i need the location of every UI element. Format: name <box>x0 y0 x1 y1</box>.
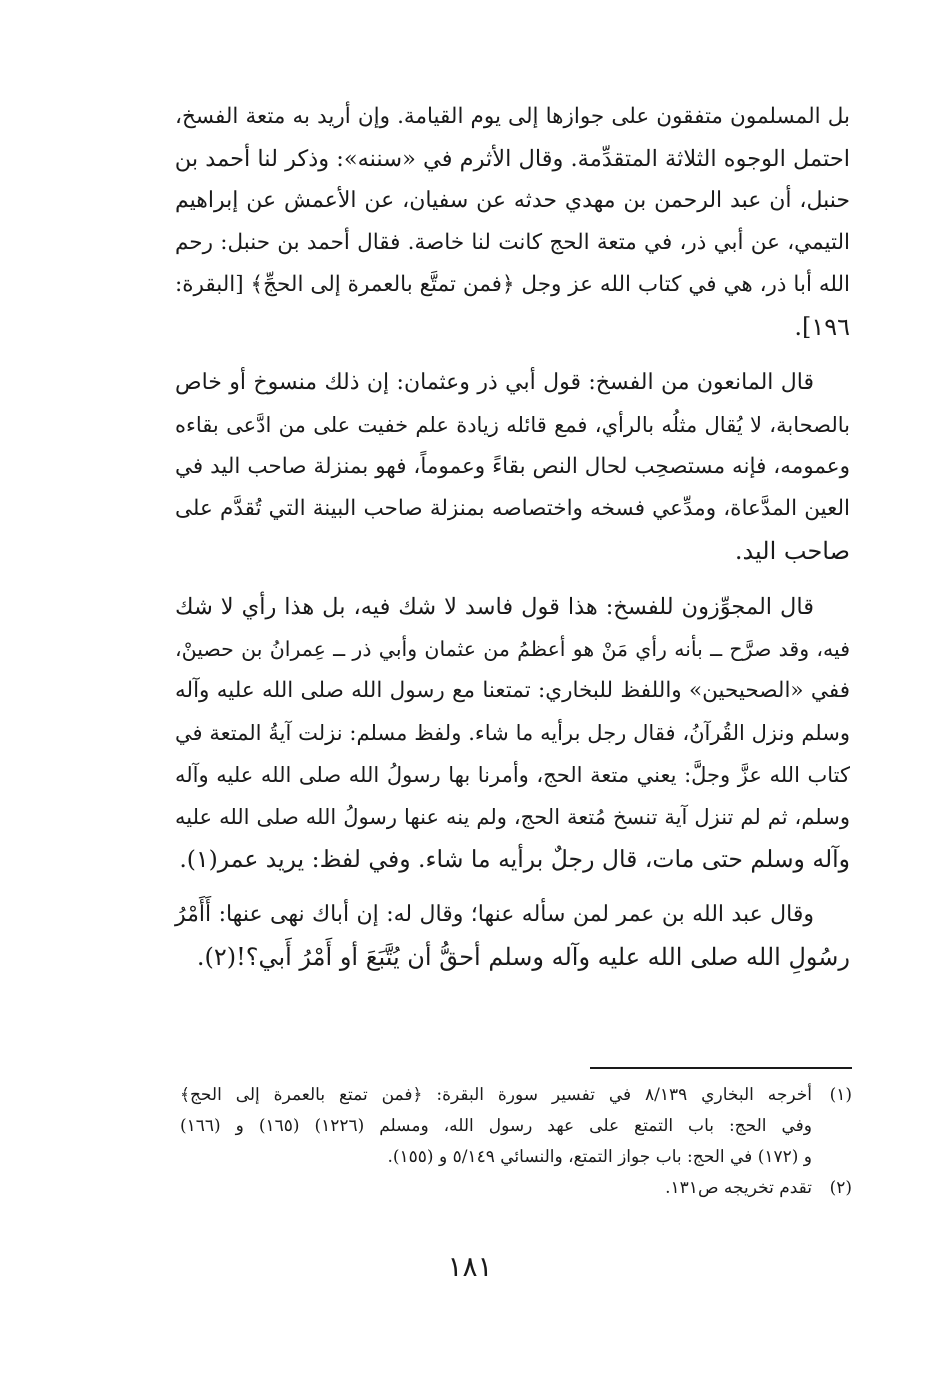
text-line: وسلم ونزل القُرآنُ، فقال رجل برأيه ما شاء. ولفظ مسلم: نزلت آيةُ المتعة في <box>175 721 850 745</box>
text-line: الله أبا ذر، هي في كتاب الله عز وجل ﴿فمن تمتَّع بالعمرة إلى الحجِّ﴾ [البقرة: <box>175 272 850 297</box>
text-line: وعمومه، فإنه مستصحِب لحال النص بقاءً وعموماً، فهو بمنزلة صاحب اليد في <box>175 454 850 479</box>
text-line: قال المانعون من الفسخ: قول أبي ذر وعثمان: إن ذلك منسوخ أو خاص <box>175 370 814 395</box>
footnote-line: تقدم تخريجه ص١٣١. <box>665 1178 812 1198</box>
text-line: ١٩٦]. <box>794 313 850 341</box>
footnote-2 <box>180 1173 852 1204</box>
text-line: وآله وسلم حتى مات، قال رجلٌ برأيه ما شاء. وفي لفظ: يريد عمر(١). <box>179 845 850 873</box>
text-line: ففي «الصحيحين» واللفظ للبخاري: تمتعنا مع رسول الله صلى الله عليه وآله <box>175 678 850 703</box>
main-text <box>175 96 850 992</box>
text-line: بالصحابة، لا يُقال مثلُه بالرأي، فمع قائله زيادة علم خفيت على من ادَّعى بقاءه <box>175 413 850 437</box>
text-line: العين المدَّعاة، ومدِّعي فسخه واختصاصه بمنزلة صاحب البينة التي تُقدَّم على <box>175 496 850 521</box>
text-line: رسُولِ الله صلى الله عليه وآله وسلم أحقُّ أن يُتَّبَعَ أو أَمْرُ أَبي؟!(٢). <box>196 943 850 971</box>
text-line: بل المسلمون متفقون على جوازها إلى يوم القيامة. وإن أريد به متعة الفسخ، <box>175 104 850 129</box>
paragraph-1 <box>175 96 850 348</box>
footnote-separator <box>590 1067 852 1069</box>
paragraph-4 <box>175 894 850 978</box>
footnote-line: و (١٧٢) في الحج: باب جواز التمتع، والنسائي ٥/١٤٩ و (١٥٥). <box>387 1147 812 1167</box>
paragraph-2 <box>175 362 850 572</box>
text-line: حنبل، أن عبد الرحمن بن مهدي حدثه عن سفيان، عن الأعمش عن إبراهيم <box>175 188 850 213</box>
text-line: فيه، وقد صرَّح ــ بأنه رأي مَنْ هو أعظمُ من عثمان وأبي ذر ــ عِمرانُ بن حصينْ، <box>175 637 850 661</box>
footnote-number: (٢) <box>829 1178 852 1198</box>
text-line: قال المجوِّزون للفسخ: هذا قول فاسد لا شك فيه، بل هذا رأي لا شك <box>175 594 814 620</box>
page-number: ١٨١ <box>447 1250 493 1283</box>
text-line: التيمي، عن أبي ذر، في متعة الحج كانت لنا خاصة. فقال أحمد بن حنبل: رحم <box>175 230 850 255</box>
footnote-line: وفي الحج: باب التمتع على عهد رسول الله، ومسلم (١٢٢٦) (١٦٥) و (١٦٦) <box>180 1116 812 1136</box>
text-line: وقال عبد الله بن عمر لمن سأله عنها؛ وقال له: إن أباك نهى عنها: أَأَمْرُ <box>175 902 814 927</box>
footnote-text <box>180 1080 812 1173</box>
text-line: كتاب الله عزَّ وجلَّ: يعني متعة الحج، وأمرنا بها رسولُ الله صلى الله عليه وآله <box>175 763 850 787</box>
text-line: صاحب اليد. <box>734 537 850 565</box>
footnotes <box>180 1080 852 1204</box>
text-line: احتمل الوجوه الثلاثة المتقدِّمة. وقال الأثرم في «سننه»: وذكر لنا أحمد بن <box>174 146 850 172</box>
footnote-line: أخرجه البخاري ٨/١٣٩ في تفسير سورة البقرة: ﴿فمن تمتع بالعمرة إلى الحج﴾ <box>180 1085 813 1105</box>
footnote-number: (١) <box>829 1085 852 1105</box>
paragraph-3 <box>175 586 850 880</box>
text-line: وسلم، ثم لم تنزل آية تنسخ مُتعة الحج، ولم ينه عنها رسولُ الله صلى الله عليه <box>175 805 850 829</box>
footnote-1 <box>180 1080 852 1173</box>
footnote-text <box>180 1173 812 1204</box>
